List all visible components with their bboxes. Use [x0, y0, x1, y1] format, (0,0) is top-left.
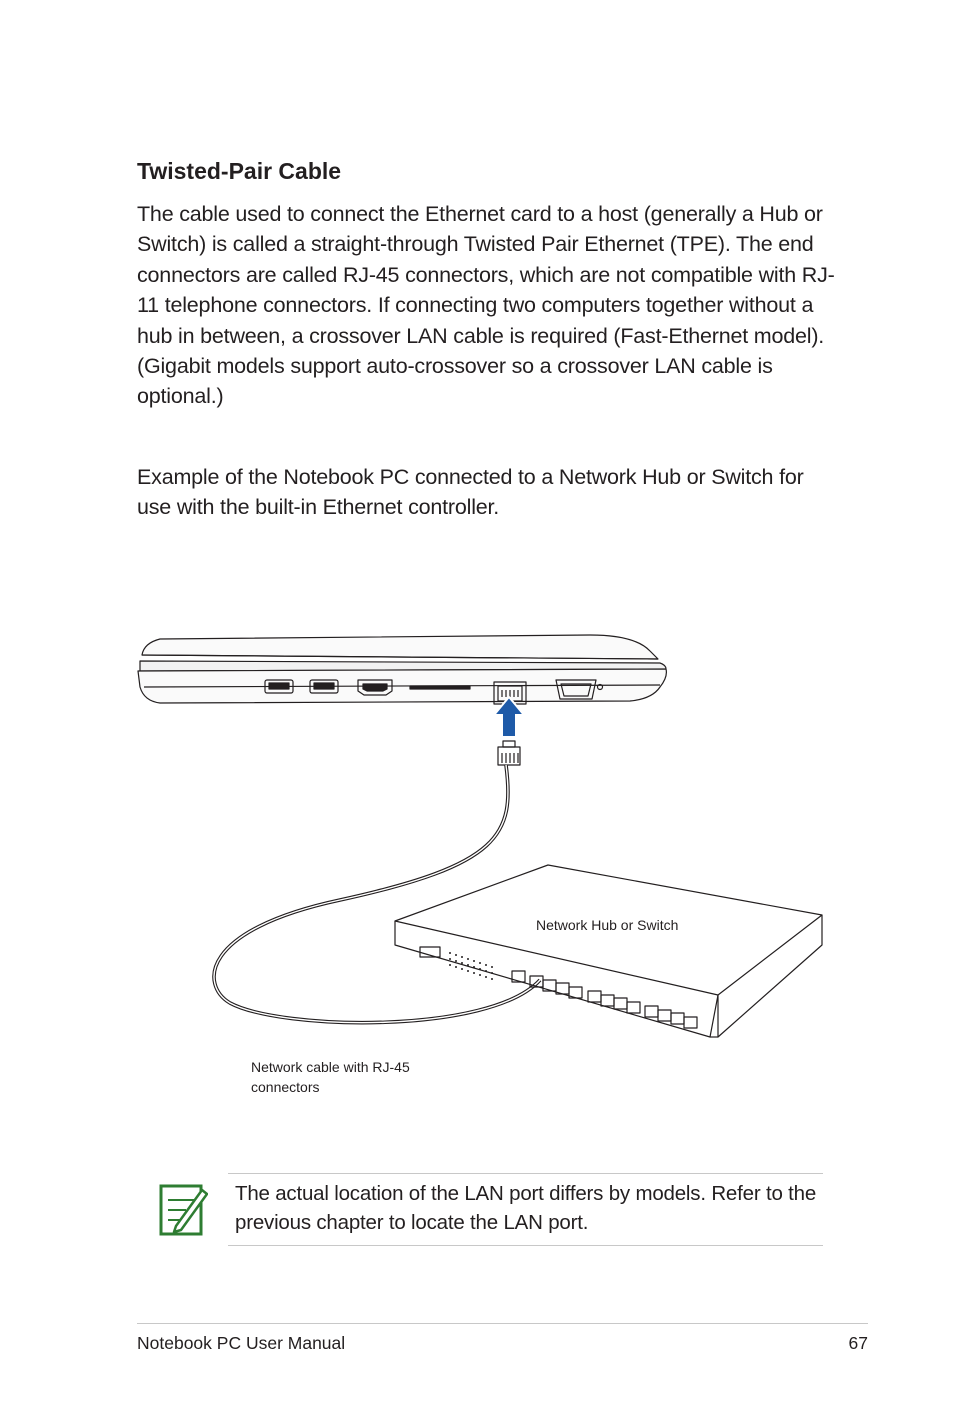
body-paragraph-cable: The cable used to connect the Ethernet card to a host (generally a Hub or Switch) is called a straight-through Twisted Pair Ethernet (TPE). The end connectors are called RJ-45 connectors, which are not compatible with RJ-11 telephone connectors. If connecting two computers together without a hub in between, a crossover LAN cable is required (Fast-Ethernet model). (Gigabit models support auto-crossover so a crossover LAN cable is optional.)	[137, 202, 835, 409]
note-pencil-icon	[158, 1180, 208, 1238]
note-top-rule	[228, 1173, 823, 1174]
notebook-pc-illustration	[138, 635, 666, 704]
note-bottom-rule	[228, 1245, 823, 1246]
insert-arrow-icon	[494, 697, 524, 737]
footer-rule	[137, 1323, 868, 1324]
network-connection-figure	[130, 625, 830, 1055]
note-text: The actual location of the LAN port differs by models. Refer to the previous chapter to locate the LAN port.	[235, 1182, 817, 1234]
cable-label: Network cable with RJ-45 connectors	[251, 1059, 410, 1095]
rj45-plug-icon	[498, 741, 520, 765]
hub-vent-dots	[449, 952, 493, 980]
hub-label: Network Hub or Switch	[536, 917, 679, 933]
footer-title: Notebook PC User Manual	[137, 1333, 346, 1353]
section-heading: Twisted-Pair Cable	[137, 158, 342, 184]
network-hub-illustration	[395, 865, 822, 1037]
page-number: 67	[848, 1333, 868, 1353]
body-paragraph-example: Example of the Notebook PC connected to a Network Hub or Switch for use with the built-in Ethernet controller.	[137, 465, 804, 520]
